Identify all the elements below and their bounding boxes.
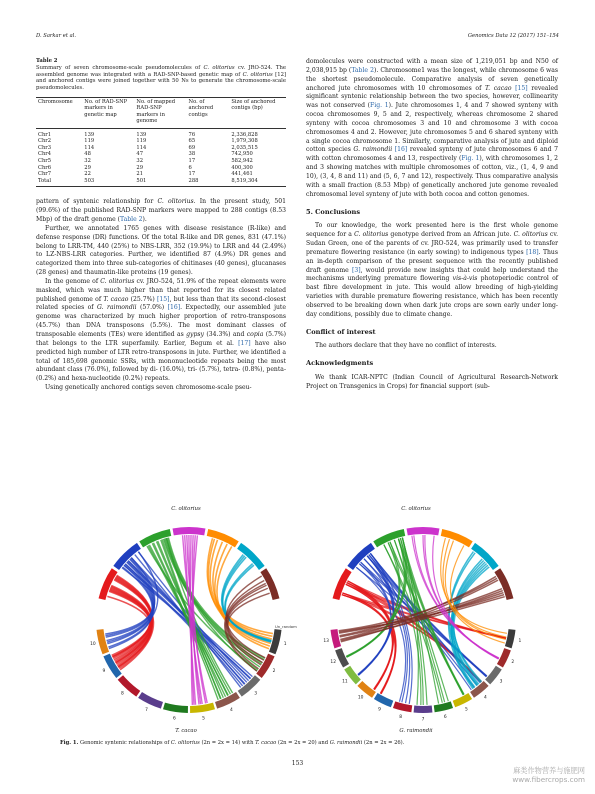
synteny-link <box>210 540 272 636</box>
reference-chromosome-arc <box>434 701 453 712</box>
table-cell: 503 <box>84 177 95 184</box>
table-cell: 2,035,515 <box>231 144 258 151</box>
table-cell: 8,519,304 <box>231 177 258 184</box>
table-caption-span: Summary of seven chromosome-scale pseudomolecules of <box>36 64 204 71</box>
watermark-line-1: 麻类作物营养与施肥网 <box>513 766 585 775</box>
right-body-paragraph <box>306 58 558 200</box>
table-column-header: No. of anchored contigs <box>188 98 214 118</box>
figure-caption-span: (2n = 2x = 26). <box>362 740 405 746</box>
left-body-span: Using genetically anchored contigs seven chromosome-scale pseu- <box>45 384 252 392</box>
reference-chromosome-arc <box>335 648 349 667</box>
left-body-span: (34.3%) and <box>203 331 247 339</box>
right-body-span[interactable]: Table 2 <box>351 66 374 74</box>
table-cell: 65 <box>188 138 196 145</box>
right-body-span: ). Chromosome1 was the longest, while chromosome 6 was the shortest pseudomolecule. Comparative analysis of seven genetically anchored jute chromosomes with 10 chromosomes of <box>306 66 558 92</box>
reference-chromosome-label: 7 <box>421 717 425 723</box>
table-column-header: Size of anchored contigs (bp) <box>231 98 276 112</box>
figure-caption-span: Genomic syntenic relationships of <box>78 740 171 746</box>
table-cell: 32 <box>136 157 144 164</box>
right-body-span: revealed significant syntenic relationship between the two species, however, collinearity was not conserved ( <box>306 84 558 110</box>
figure-caption-span: G. raimondii <box>329 740 363 746</box>
table-row <box>36 128 284 139</box>
table-cell: 32 <box>84 157 91 164</box>
table-cell: 38 <box>188 151 196 158</box>
left-body-span: Further, we annotated 1765 genes with disease resistance (R-like) and defense response (DR) functions. Of the total R-like and DR genes, 831 (47.1%) belong to LRR-TM, 440 (25%) to NBS-LRR, 352 (19.9%) to LRR and 44 (2.49%) to LZ-NBS-LRR categories. Further, we identified 87 (4.9%) DR genes and categorized them into three sub-categories of chitinases (40 genes), glucanases (28 genes) and thaumatin-like proteins (19 genes). <box>36 224 286 277</box>
left-body-span: C. olitorius <box>157 198 194 206</box>
table-row <box>36 165 284 172</box>
figure-caption-span: (2n = 2x = 14) with <box>199 740 256 746</box>
reference-chromosome-label: 1 <box>283 642 287 648</box>
reference-chromosome-label: 4 <box>483 695 487 701</box>
table-cell: 2,336,828 <box>231 131 258 138</box>
section-heading-conclusions: 5. Conclusions <box>306 207 361 216</box>
table-2-grid <box>36 97 284 184</box>
right-body-span: G. raimondii <box>353 146 393 154</box>
watermark-line-2: www.fibercrops.com <box>512 775 585 784</box>
section-heading-conflict: Conflict of interest <box>306 327 376 336</box>
reference-chromosome-label: 8 <box>399 714 403 720</box>
table-cell: 114 <box>136 144 147 151</box>
left-body-span: , but less than that its second-closest related species of <box>36 295 286 312</box>
table-column-header: No. of mapped RAD-SNP markers in genome <box>136 98 176 125</box>
table-cell: 29 <box>136 164 144 171</box>
figure-caption-span: (2n = 2x = 20) and <box>276 740 330 746</box>
reference-chromosome-arc <box>138 692 163 709</box>
reference-chromosome-arc <box>453 693 472 707</box>
conclusions-span: , would provide new insights that could help understand the mechanisms underlying premature flowering <box>306 266 559 283</box>
table-caption <box>36 65 286 92</box>
left-body-span: gypsy <box>186 331 204 339</box>
table-row <box>36 138 284 145</box>
table-cell: 288 <box>188 177 199 184</box>
left-column <box>36 58 286 393</box>
reference-chromosome-label: 2 <box>272 669 276 675</box>
table-caption-span: C. olitorius <box>242 71 273 78</box>
running-head-journal: Genomics Data 12 (2017) 151–154 <box>467 33 559 39</box>
table-row <box>36 158 284 165</box>
table-cell: Chr2 <box>38 138 52 145</box>
left-body-span[interactable]: [15] <box>157 295 170 303</box>
left-body-paragraph <box>36 225 286 278</box>
conclusions-span: C. olitorius <box>513 231 548 239</box>
right-body-span: ). Jute chromosomes 1, 4 and 7 showed synteny with cocoa chromosomes 9, 5 and 2, respectively, whereas chromosome 2 shared synteny with cocoa chromosomes 3 and 10 and chromosome 3 with cocoa chromosomes 4 and 2. However, jute chromosomes 5 and 6 shared synteny with a single cocoa chromosome 1. Similarly, comparative analysis of jute and diploid cotton species <box>306 102 558 154</box>
reference-chromosome-label: 3 <box>254 691 258 697</box>
reference-chromosome-label: 5 <box>465 707 468 713</box>
table-cell: 139 <box>84 131 95 138</box>
left-body-span: In the genome of <box>45 277 101 285</box>
reference-chromosome-arc <box>414 706 433 713</box>
right-body-span[interactable]: Fig. 1 <box>461 155 480 163</box>
reference-chromosome-label: 5 <box>202 716 205 722</box>
right-body-span[interactable]: [15] <box>515 84 528 92</box>
conclusions-paragraph <box>306 222 558 319</box>
circos-plot-jute-vs-cotton <box>318 514 528 726</box>
jute-chromosome-arc <box>173 527 206 535</box>
right-body-span[interactable]: Fig. 1 <box>370 102 389 110</box>
reference-chromosome-label: 3 <box>499 679 503 685</box>
left-body-span[interactable]: Table 2 <box>120 216 143 224</box>
left-body-span: have also predicted high number of LTR retro-transposons in jute. Further, we identified a total of 185,698 genomic SSRs, with mononucleotide repeats being the most abundant class (76.0%), followed by di- (16.0%), tri- (5.7%), tetra- (0.8%), penta- (0.2%) and hexa-nucleotide (0.2%) repeats. <box>36 339 287 383</box>
jute-chromosome-arc <box>99 568 118 600</box>
conclusions-span[interactable]: [18] <box>526 248 539 256</box>
right-body-text <box>306 58 558 200</box>
jute-chromosome-arc <box>407 527 440 535</box>
table-cell: Chr3 <box>38 144 52 151</box>
reference-chromosome-label: 6 <box>173 716 176 722</box>
table-cell: Chr1 <box>38 131 52 138</box>
left-body-span: C. olitorius <box>100 277 135 285</box>
running-head-authors: D. Sarkar et al. <box>36 33 76 39</box>
left-body-text <box>36 198 286 393</box>
conclusions-span: photoperiodic control of bast fibre development in jute. This would allow breeding of high-yielding varieties with durable premature flowering resistance, which has been recently observed to be breaking down when dark jute crops are sown early under long-day conditions, possibly due to climate change. <box>306 275 558 318</box>
acknowledgments-paragraph: We thank ICAR-NPTC (Indian Council of Agricultural Research-Network Project on Transgenics in Crops) for financial support (sub- <box>306 374 558 390</box>
table-cell: Chr4 <box>38 151 52 158</box>
table-cell: 17 <box>188 157 196 164</box>
circos-right-top-label: C. olitorius <box>401 506 431 512</box>
reference-chromosome-label: 10 <box>357 695 364 701</box>
table-caption-span: [12] and anchored contigs were joined together with 50 Ns to generate the chromosome-scale pseudomolecules. <box>36 71 287 92</box>
circos-plot-jute-vs-cacao <box>84 514 294 726</box>
table-cell: Chr7 <box>38 171 52 178</box>
left-body-span: (57.0%) <box>136 304 168 312</box>
left-body-span: ). <box>142 216 147 224</box>
figure-caption-span: Fig. 1. <box>60 740 79 746</box>
table-caption-span: C. olitorius <box>203 64 235 71</box>
left-body-span: (25.7%) <box>128 295 158 303</box>
circos-right-bottom-label: G. raimondii <box>399 728 433 734</box>
right-body-span: ), with chromosomes 1, 2 and 3 showing matches with multiple chromosomes of cotton, viz., (1, 4, 9 and 10), (3, 4, 8 and 11) and (5, 6, 7 and 12), respectively. Thus comparative analysis with a small fraction (8.53 Mbp) of genetically anchored jute genome revealed chromosomal level synteny of jute with both cocoa and cotton genomes. <box>306 155 558 198</box>
figure-1 <box>36 506 558 738</box>
left-body-span: copia <box>246 331 264 339</box>
table-cell: 47 <box>136 151 144 158</box>
conclusions-span: To our knowledge, the work presented here is the first whole genome sequence for a <box>306 222 558 239</box>
table-cell: 742,950 <box>231 151 253 158</box>
table-column-header: No. of RAD-SNP markers in genetic map <box>84 98 128 118</box>
left-body-paragraph <box>36 384 286 393</box>
reference-chromosome-label: 12 <box>330 660 337 666</box>
table-cell: 48 <box>84 151 91 158</box>
right-body-span[interactable]: [16] <box>394 146 408 154</box>
reference-chromosome-arc <box>374 693 393 707</box>
left-body-span: pattern of syntenic relationship for <box>36 198 158 206</box>
reference-chromosome-label: 8 <box>120 691 124 697</box>
reference-chromosome-label: 4 <box>230 707 233 713</box>
table-label: Table 2 <box>36 58 58 64</box>
reference-chromosome-label: 9 <box>102 669 106 675</box>
reference-chromosome-arc <box>505 629 516 648</box>
reference-chromosome-label: 2 <box>511 660 515 666</box>
table-row <box>36 151 284 158</box>
reference-chromosome-label: 9 <box>378 707 381 713</box>
table-cell: 119 <box>136 138 147 145</box>
left-body-paragraph <box>36 278 286 384</box>
reference-chromosome-label: 10 <box>90 642 96 648</box>
left-body-span: G. raimondii <box>96 304 137 312</box>
table-cell: 119 <box>84 138 95 145</box>
table-cell: 21 <box>136 171 144 178</box>
reference-chromosome-label: 7 <box>145 707 148 713</box>
conflict-paragraph: The authors declare that they have no conflict of interests. <box>315 342 497 350</box>
table-cell: 139 <box>136 131 147 138</box>
figure-caption-span: T. cacao <box>255 740 277 746</box>
table-cell: 441,461 <box>231 171 253 178</box>
table-cell: 29 <box>84 164 91 171</box>
figure-caption-span: C. olitorius <box>170 740 200 746</box>
table-cell: 76 <box>188 131 196 138</box>
table-cell: 582,942 <box>231 157 253 164</box>
left-body-span: . Expectedly, our assembled jute genome was characterized by much higher proportion of retro-transposons (45.7%) than DNA transposons (5.5%). The most dominant classes of transposable elements (TEs) were identified as <box>36 304 286 339</box>
table-cell: 114 <box>84 144 95 151</box>
right-body-span: domolecules were constructed with a mean size of 1,219,051 bp and N50 of 2,038,915 bp ( <box>306 58 558 74</box>
reference-chromosome-label: 6 <box>443 714 447 720</box>
table-row <box>36 178 284 185</box>
conclusions-span[interactable]: [3] <box>351 266 361 274</box>
table-row <box>36 145 284 152</box>
right-body-span: revealed synteny of jute chromosomes 6 and 7 with cotton chromosomes 4 and 13, respectively ( <box>306 146 558 163</box>
section-heading-acknowledgments: Acknowledgments <box>306 359 374 368</box>
reference-chromosome-label: 11 <box>342 679 348 685</box>
right-body-span: T. cacao <box>484 84 512 92</box>
watermark <box>512 766 585 784</box>
left-body-span[interactable]: [17] <box>238 339 251 347</box>
table-cell: 400,300 <box>231 164 253 171</box>
un-random-label: Un_random <box>275 624 297 629</box>
right-column <box>306 58 558 392</box>
reference-chromosome-arc <box>163 703 188 713</box>
left-body-span[interactable]: [16] <box>167 304 181 312</box>
table-cell: Total <box>38 177 52 184</box>
left-body-span: cv. JRO-524, 51.9% of the repeat elements were masked, which was much higher than that reported for its closest related published genome of <box>36 277 287 303</box>
table-cell: 22 <box>84 171 91 178</box>
table-cell: 17 <box>188 171 196 178</box>
table-2 <box>36 58 286 184</box>
figure-caption <box>60 740 540 746</box>
left-body-span: . In the present study, 501 (99.6%) of the published RAD-SNP markers were mapped to 288 contigs (8.53 Mbp) of the draft genome ( <box>36 198 286 224</box>
conclusions-span: vis-à-vis <box>452 275 478 283</box>
table-row <box>36 171 284 178</box>
circos-left-bottom-label: T. cacao <box>175 728 197 734</box>
circos-left-top-label: C. olitorius <box>171 506 201 512</box>
conclusions-span: . Thus an in-depth comparison of the present sequence with the recently published draft genome <box>306 248 558 274</box>
conclusions-span: cv. Sudan Green, one of the parents of cv. JRO-524, was primarily used to transfer premature flowering resistance (in early sowing) to indigenous types <box>306 231 559 256</box>
conclusions-span: genotype derived from an African jute. <box>388 231 514 239</box>
reference-chromosome-label: 1 <box>518 638 522 644</box>
table-caption-span: cv. JRO-524. The assembled genome was integrated with a RAD-SNP-based genetic map of <box>36 64 286 78</box>
table-cell: Chr6 <box>38 164 52 171</box>
table-column-header: Chromosome <box>38 98 73 105</box>
reference-chromosome-label: 13 <box>323 638 329 644</box>
left-body-span: (5.7%) that belongs to the LTR superfamily. Earlier, Begum et al. <box>36 331 286 347</box>
table-cell: Chr5 <box>38 157 52 164</box>
left-body-span: T. cacao <box>103 295 129 303</box>
conclusions-span: C. olitorius <box>354 231 389 239</box>
left-body-paragraph <box>36 198 286 225</box>
table-cell: 501 <box>136 177 147 184</box>
page-number: 153 <box>291 760 304 767</box>
table-cell: 69 <box>188 144 196 151</box>
table-cell: 6 <box>188 164 192 171</box>
table-cell: 1,979,308 <box>231 138 258 145</box>
